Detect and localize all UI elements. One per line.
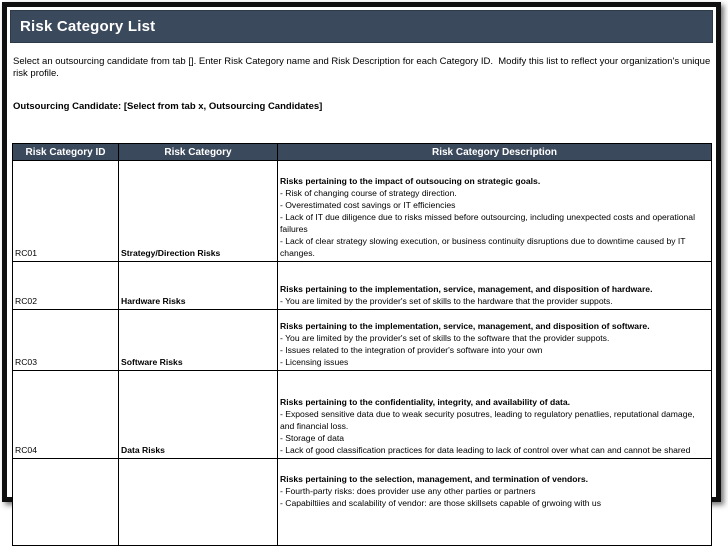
description-title: Risks pertaining to the implementation, service, management, and disposition of software. xyxy=(280,321,650,331)
intro-text: Select an outsourcing candidate from tab []. Enter Risk Category name and Risk Description for each Category ID. Modify this list to reflect your organization's unique risk profile. xyxy=(13,56,713,79)
description-title: Risks pertaining to the impact of outsoucing on strategic goals. xyxy=(280,176,541,186)
table-row xyxy=(13,371,712,459)
outsourcing-candidate-label: Outsourcing Candidate: [Select from tab x, Outsourcing Candidates] xyxy=(13,101,323,112)
description-point: - Licensing issues xyxy=(280,357,349,367)
document-frame xyxy=(2,2,721,508)
cell-risk-category-description[interactable] xyxy=(278,161,712,262)
description-point: - Risk of changing course of strategy direction. xyxy=(280,188,457,198)
description-point: - Lack of good classification practices for data leading to lack of control over what can and cannot be shared xyxy=(280,445,691,455)
description-point: - You are limited by the provider's set of skills to the hardware that the provider suppots. xyxy=(280,296,613,306)
description-point: - Lack of clear strategy slowing execution, or business continuity disruptions due to downtime caused by IT changes. xyxy=(280,236,686,258)
column-header-risk-category-description: Risk Category Description xyxy=(278,144,712,161)
table-row xyxy=(13,310,712,371)
table-row xyxy=(13,161,712,262)
cell-risk-category[interactable]: Software Risks xyxy=(119,310,278,371)
title-bar xyxy=(10,10,713,43)
description-point: - Exposed sensitive data due to weak security posutres, leading to regulatory penatlies, reputational damage, and financial loss. xyxy=(280,409,695,431)
table-header-row xyxy=(13,144,712,161)
risk-category-table xyxy=(12,143,712,546)
description-title: Risks pertaining to the implementation, service, management, and disposition of hardware. xyxy=(280,284,653,294)
cell-risk-category-id[interactable] xyxy=(13,459,119,546)
cell-risk-category-description[interactable] xyxy=(278,262,712,310)
column-header-risk-category-id: Risk Category ID xyxy=(13,144,119,161)
description-point: - Overestimated cost savings or IT efficiencies xyxy=(280,200,456,210)
cell-risk-category-description[interactable] xyxy=(278,459,712,546)
cell-risk-category[interactable]: Data Risks xyxy=(119,371,278,459)
cell-risk-category-id[interactable]: RC03 xyxy=(13,310,119,371)
cell-risk-category[interactable]: Hardware Risks xyxy=(119,262,278,310)
description-point: - You are limited by the provider's set of skills to the software that the provider suppots. xyxy=(280,333,610,343)
table-row xyxy=(13,262,712,310)
column-header-risk-category: Risk Category xyxy=(119,144,278,161)
description-point: - Issues related to the integration of provider's software into your own xyxy=(280,345,543,355)
risk-table-body xyxy=(13,161,712,546)
description-point: - Storage of data xyxy=(280,433,345,443)
description-point: - Capabiltiies and scalability of vendor: are those skillsets capable of grwoing with us xyxy=(280,498,601,508)
description-title: Risks pertaining to the selection, management, and termination of vendors. xyxy=(280,474,588,484)
description-point: - Fourth-party risks: does provider use any other parties or partners xyxy=(280,486,536,496)
cell-risk-category-description[interactable] xyxy=(278,310,712,371)
description-point: - Lack of IT due diligence due to risks missed before outsourcing, including unexpected costs and operational failures xyxy=(280,212,695,234)
cell-risk-category-id[interactable]: RC01 xyxy=(13,161,119,262)
cell-risk-category[interactable]: Strategy/Direction Risks xyxy=(119,161,278,262)
page-title: Risk Category List xyxy=(20,18,156,35)
description-title: Risks pertaining to the confidentiality, integrity, and availability of data. xyxy=(280,397,571,407)
cell-risk-category[interactable] xyxy=(119,459,278,546)
cell-risk-category-id[interactable]: RC04 xyxy=(13,371,119,459)
cell-risk-category-id[interactable]: RC02 xyxy=(13,262,119,310)
cell-risk-category-description[interactable] xyxy=(278,371,712,459)
table-row xyxy=(13,459,712,546)
